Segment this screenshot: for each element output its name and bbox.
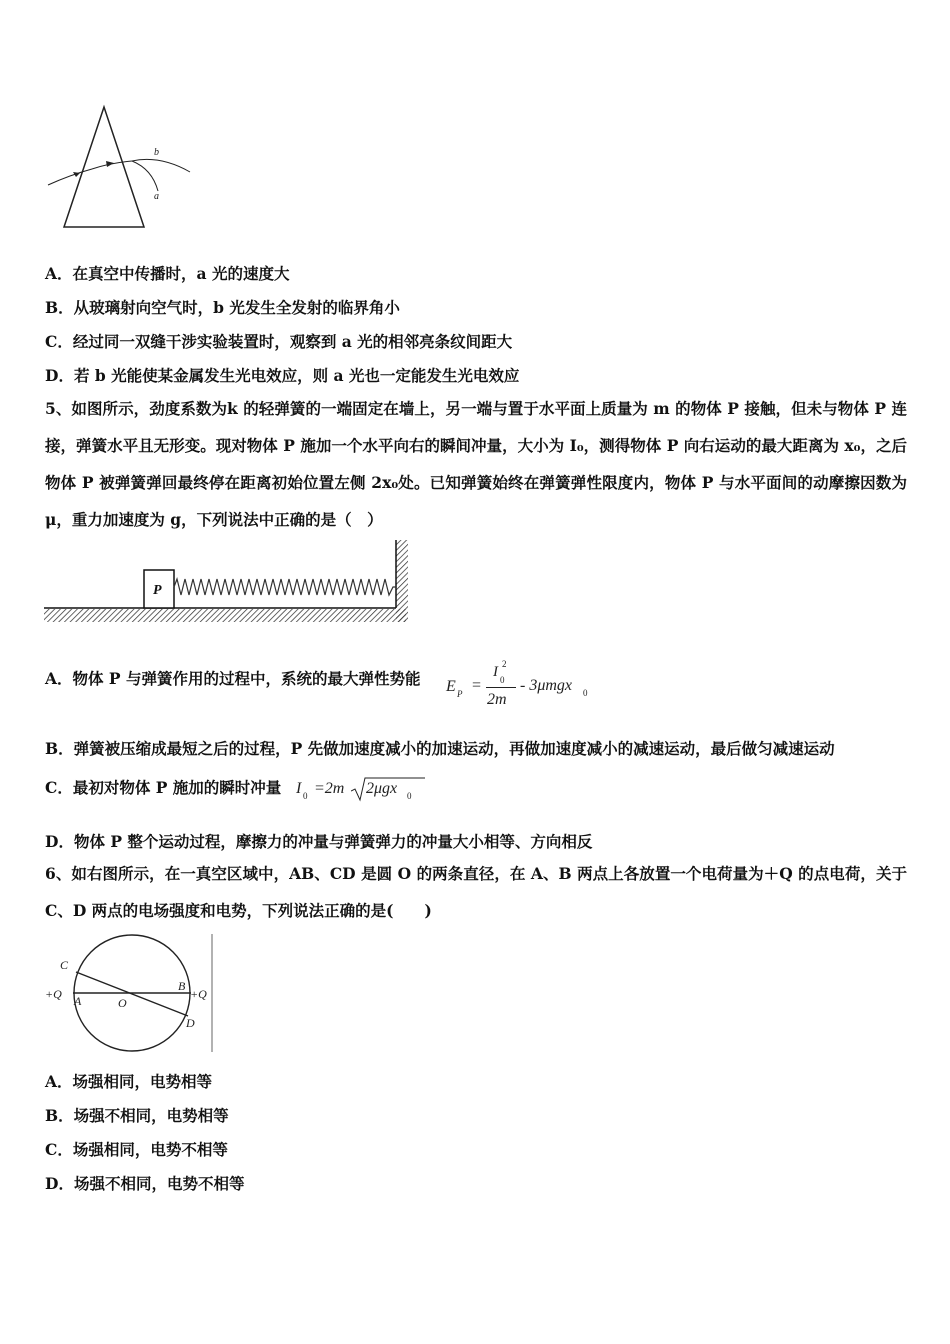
q6-option-d: D．场强不相同，电势不相等	[45, 1174, 245, 1193]
block-label: P	[153, 583, 162, 598]
prism	[64, 107, 144, 227]
ray-inside	[92, 161, 132, 169]
ground-hatch	[44, 609, 406, 622]
wall-hatch	[396, 540, 408, 622]
formula-a: E P = I 2 0 2m - 3μmgx 0	[446, 659, 588, 708]
circle-figure	[40, 932, 225, 1057]
q5-stem: 5、如图所示，劲度系数为k 的轻弹簧的一端固定在墙上，另一端与置于水平面上质量为 m 的物体 P 接触，但未与物体 P 连接，弹簧水平且无形变。现对物体 P 施加一个水平向右的瞬间冲量，大小为 I₀，测得物体 P 向右运动的最大距离为 x₀，之后物体 P 被弹簧弹回最终停在距离初始位置左侧 2x₀处。已知弹簧始终在弹簧弹性限度内，物体 P 与水平面间的动摩擦因数为 μ，重力加速度为 g，下列说法中正确的是（ ）	[45, 399, 907, 529]
label-a: A	[74, 994, 82, 1008]
q4-option-d: D．若 b 光能使某金属发生光电效应，则 a 光也一定能发生光电效应	[45, 366, 520, 385]
q4-option-c: C．经过同一双缝干涉实验装置时，观察到 a 光的相邻亮条纹间距大	[45, 332, 513, 351]
formula-c: I 0 =2m 2μgx 0	[296, 776, 426, 806]
q4-option-b: B．从玻璃射向空气时，b 光发生全发射的临界角小	[45, 298, 400, 317]
q5-option-d: D．物体 P 整个运动过程，摩擦力的冲量与弹簧弹力的冲量大小相等、方向相反	[45, 832, 593, 851]
ray-label-a: a	[154, 191, 159, 202]
q6-stem: 6、如右图所示，在一真空区域中，AB、CD 是圆 O 的两条直径，在 A、B 两点上各放置一个电荷量为＋Q 的点电荷，关于 C、D 两点的电场强度和电势，下列说法正确的是( )	[45, 864, 907, 920]
q5-option-b: B．弹簧被压缩成最短之后的过程，P 先做加速度减小的加速运动，再做加速度减小的减速运动，最后做匀减速运动	[45, 739, 835, 758]
q5-option-a: A．物体 P 与弹簧作用的过程中，系统的最大弹性势能	[45, 669, 421, 688]
prism-figure	[40, 95, 200, 240]
diameter-cd	[76, 972, 188, 1016]
label-c: C	[60, 958, 69, 972]
q4-option-a: A．在真空中传播时，a 光的速度大	[45, 264, 290, 283]
ray-a	[132, 161, 158, 191]
q6-option-a: A．场强相同，电势相等	[45, 1072, 213, 1091]
incident-ray	[48, 169, 92, 185]
q5-option-c: C．最初对物体 P 施加的瞬时冲量	[45, 778, 282, 797]
q6-option-c: C．场强相同，电势不相等	[45, 1140, 228, 1159]
label-o: O	[118, 996, 127, 1010]
label-b: B	[178, 979, 186, 993]
q6-option-b: B．场强不相同，电势相等	[45, 1106, 229, 1125]
label-charge-left: +Q	[45, 987, 62, 1001]
spring	[174, 579, 396, 595]
label-d: D	[186, 1016, 195, 1030]
spring-figure	[44, 540, 414, 628]
label-charge-right: +Q	[190, 987, 207, 1001]
ray-label-b: b	[154, 147, 159, 158]
